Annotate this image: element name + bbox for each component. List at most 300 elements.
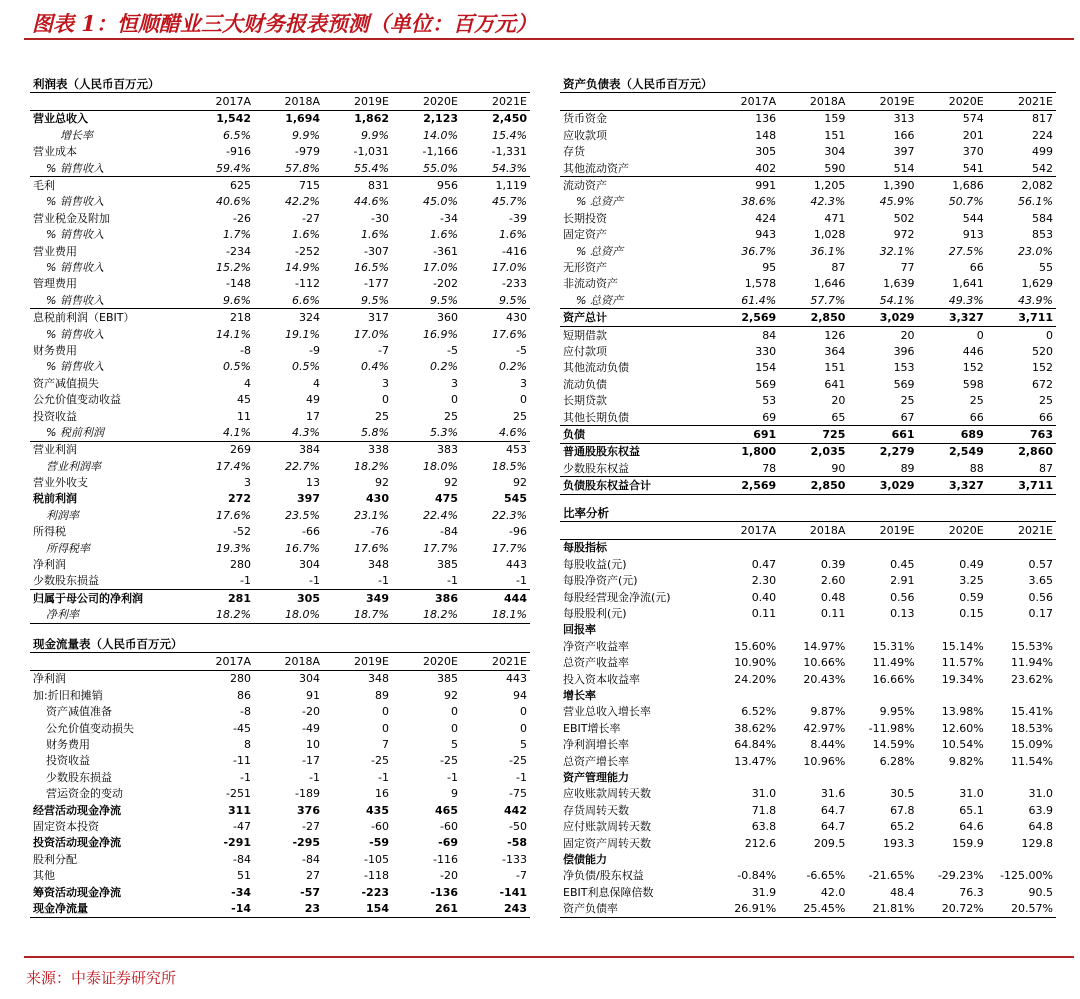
cell-value: 212.6 [744,836,777,850]
row-label: 毛利 [33,179,55,193]
row-label: 管理费用 [33,277,77,291]
cell-value: 3,029 [848,309,917,326]
cell-value: 0 [520,705,527,719]
row-label: % 销售收入 [46,260,104,274]
row-label: 总资产增长率 [563,754,629,768]
cell-value: 397 [297,492,320,506]
cell-value: -47 [233,819,251,833]
cell-value: -52 [233,525,251,539]
cell-value: 86 [237,688,251,702]
cell-value: 1,641 [952,277,984,291]
row-label: 少数股东损益 [30,573,185,590]
cell-value: 817 [1032,112,1053,126]
cell-value: 1,205 [813,179,846,193]
cell-value: 0.49 [959,557,984,571]
cell-value: 16 [375,787,389,801]
cell-value: 544 [962,211,984,225]
cell-value: 10 [306,738,320,752]
cell-value: 31.6 [820,787,846,801]
row-label: 资产总计 [560,309,710,326]
cell-value: 385 [437,558,458,572]
cell-value: 17.0% [354,327,389,341]
cell-value: -1 [447,770,458,784]
row-label: 每股净资产(元) [563,574,638,588]
cell-value: 465 [435,803,458,817]
row-label: 营业外收支 [33,476,88,490]
table-row [560,343,1056,359]
cell-value: 159.9 [952,836,984,850]
table-row [560,671,1056,687]
row-label: % 总资产 [560,292,710,309]
table-row [560,655,1056,671]
cell-value: 20.72% [918,900,987,917]
cell-value: -252 [295,244,320,258]
table-row [560,573,1056,589]
cell-value: -75 [509,787,527,801]
cell-value: 9.5% [323,292,392,309]
cell-value: 1,800 [741,445,777,459]
table-row [560,622,1056,638]
cell-value: 2,279 [879,445,915,459]
row-label: 营业利润 [33,443,77,457]
cell-value: -416 [502,244,527,258]
cell-value: 66 [969,260,984,274]
row-label: 资产减值准备 [46,705,112,719]
row-label: 无形资产 [563,260,607,274]
cell-value: 224 [1032,128,1053,142]
cell-value: 3.65 [1028,574,1053,588]
year-header: 2019E [323,93,392,110]
row-label: 所得税率 [46,541,90,555]
cell-value: 272 [228,492,251,506]
cell-value: 9.6% [185,292,254,309]
cell-value: 45.0% [423,195,458,209]
cell-value: 50.7% [948,195,984,209]
cell-value: 0 [1046,328,1053,342]
cell-value: 991 [755,179,777,193]
cell-value: 1,390 [883,179,915,193]
table-row [30,243,530,259]
table-row [560,900,1056,917]
cell-value: 435 [366,803,389,817]
row-label: 其他流动负债 [563,361,629,375]
header-blank [30,653,185,670]
table-title: 比率分析 [560,505,1056,522]
cell-value: -1 [378,770,389,784]
cell-value: -27 [302,211,320,225]
table-row [560,360,1056,376]
cell-value [779,851,848,867]
cell-value: 15.2% [216,260,251,274]
cell-value: 23.62% [1011,672,1053,686]
cell-value: 330 [755,344,777,358]
cell-value: 972 [893,228,915,242]
cell-value: 7 [382,738,389,752]
cell-value: 65 [779,409,848,426]
cell-value: 25 [375,409,389,423]
cell-value: 349 [366,591,389,605]
cell-value: -11.98% [868,721,915,735]
cell-value: -49 [302,721,320,735]
table-row [30,227,530,243]
cell-value: 16.7% [285,541,320,555]
row-label: 资产减值损失 [33,376,99,390]
table-row [30,259,530,275]
cell-value [987,622,1056,638]
cell-value: 66 [987,409,1056,426]
cell-value: 280 [230,672,251,686]
cell-value: -69 [438,836,458,850]
cell-value [710,851,779,867]
table-row [560,720,1056,736]
row-label: 普通股股东权益 [563,445,640,459]
cell-value: 64.6 [959,820,984,834]
row-label: 投资收益 [33,409,77,423]
cell-value: 27 [306,869,320,883]
row-label: 增长率 [563,688,596,702]
year-header: 2020E [918,522,987,539]
cell-value: -1 [392,573,461,590]
table-title: 利润表（人民币百万元） [30,76,530,93]
cell-value: 92 [513,476,527,490]
cell-value: 16.66% [872,672,915,686]
table-row [560,210,1056,226]
cell-value: 25 [900,394,915,408]
cell-value: 16.5% [354,260,389,274]
cell-value: 8 [244,738,251,752]
row-label: 应收账款周转天数 [563,787,651,801]
cell-value: 23 [254,900,323,917]
cell-value: 20 [831,394,846,408]
cell-value: 18.2% [185,607,254,624]
table-row [560,460,1056,477]
table-row [30,375,530,391]
table-row [30,474,530,490]
row-label: 流动负债 [563,377,607,391]
cell-value: 10.66% [803,656,846,670]
cell-value: -1 [309,770,320,784]
cell-value: 831 [368,179,389,193]
cell-value: 45.9% [879,195,915,209]
cell-value: 11.94% [1011,656,1053,670]
cell-value: 13.47% [734,754,777,768]
row-label: 固定资产周转天数 [563,836,651,850]
cell-value: 9.5% [392,292,461,309]
year-header: 2020E [392,93,461,110]
year-header: 2018A [779,522,848,539]
table-row [560,769,1056,785]
table-row [30,391,530,407]
cell-value: -1,331 [491,145,527,159]
cell-value: 305 [755,145,777,159]
year-header: 2017A [185,93,254,110]
year-header: 2020E [392,653,461,670]
cell-value: -125.00% [1000,869,1053,883]
cell-value: 443 [506,558,527,572]
cell-value: 625 [230,179,251,193]
table-row [560,392,1056,408]
cell-value: 23.0% [1018,244,1053,258]
table-row [560,426,1056,443]
cell-value: 30.5 [890,787,915,801]
source-note: 来源：中泰证券研究所 [26,969,177,987]
row-label: 利润率 [46,508,79,522]
table-row [560,309,1056,326]
row-label: 应付款项 [563,344,607,358]
cell-value: 25 [1039,394,1053,408]
cell-value: 64.84% [734,738,777,752]
cell-value: -14 [185,900,254,917]
row-label: 负债股东权益合计 [560,477,710,494]
row-label: 净利率 [30,607,185,624]
table-row [30,556,530,572]
cell-value: 31.0 [1028,787,1053,801]
cell-value: -133 [502,852,527,866]
table-row [30,127,530,143]
cell-value: 16.9% [423,327,458,341]
cell-value: 95 [762,260,777,274]
cell-value: 13 [306,476,320,490]
cell-value: -96 [509,525,527,539]
cell-value: 0.47 [751,557,777,571]
cell-value: -50 [509,819,527,833]
cell-value: 18.0% [423,459,458,473]
cell-value: 18.5% [492,459,527,473]
table-title: 资产负债表（人民币百万元） [560,76,1056,93]
cell-value: 57.7% [779,292,848,309]
year-header: 2021E [987,522,1056,539]
cell-value [779,769,848,785]
cell-value: 92 [375,476,389,490]
cell-value: 17.6% [354,541,389,555]
cell-value: -0.84% [737,869,777,883]
cell-value: 3,327 [918,477,987,494]
cell-value: 36.1% [810,244,846,258]
row-label: % 销售收入 [46,327,104,341]
cell-value: 55.0% [392,160,461,177]
cell-value: 43.9% [987,292,1056,309]
cell-value: 20.43% [803,672,846,686]
cell-value: 151 [824,361,846,375]
table-row [560,259,1056,275]
cell-value: 370 [962,145,984,159]
cell-value: 15.41% [1011,705,1053,719]
cell-value: 0.59 [959,590,984,604]
balance-sheet-table [560,76,1056,495]
cell-value: 3.25 [959,574,984,588]
cell-value: 19.34% [941,672,984,686]
cell-value [779,687,848,703]
row-label: 税前利润 [33,492,77,506]
cell-value [918,851,987,867]
cell-value: 304 [299,672,320,686]
cell-value: 18.2% [354,459,389,473]
table-row [30,720,530,736]
cell-value: 569 [755,377,777,391]
cell-value: 54.1% [848,292,917,309]
header-blank [560,93,710,110]
year-header: 2018A [254,93,323,110]
cell-value: 598 [962,377,984,391]
cell-value: 11.54% [1011,754,1053,768]
table-row [30,736,530,752]
table-row [560,276,1056,292]
cell-value [987,539,1056,556]
row-label: 少数股东损益 [46,770,112,784]
cell-value: -11 [233,754,251,768]
cell-value: 10.54% [941,738,984,752]
cell-value: -234 [226,244,251,258]
cell-value: 853 [1032,228,1053,242]
cell-value: -26 [233,211,251,225]
cell-value: 305 [297,591,320,605]
table-row [560,818,1056,834]
cell-value: -1 [461,573,530,590]
cell-value: 385 [437,672,458,686]
table-row [30,458,530,474]
cell-value: 18.53% [1011,721,1053,735]
row-label: 经营活动现金净流 [33,803,121,817]
cell-value: -59 [369,836,389,850]
cell-value: 364 [824,344,846,358]
cell-value: 14.59% [872,738,915,752]
cell-value: 152 [1032,361,1053,375]
table-row [560,753,1056,769]
cell-value: 475 [435,492,458,506]
cell-value: 64.7 [820,803,846,817]
table-row [30,160,530,177]
cell-value: -76 [371,525,389,539]
cell-value: 1.6% [361,228,389,242]
header-blank [30,93,185,110]
income-statement-table [30,76,530,624]
row-label: 筹资活动现金净流 [33,885,121,899]
year-header: 2019E [848,522,917,539]
cell-value: -39 [509,211,527,225]
cell-value: 19.3% [216,541,251,555]
cell-value: 18.7% [323,607,392,624]
row-label: 营业成本 [33,145,77,159]
table-row [30,786,530,802]
cell-value: 913 [962,228,984,242]
row-label: 息税前利润（EBIT） [33,311,135,325]
cell-value: 541 [918,160,987,177]
footer-divider [24,956,1074,958]
cell-value: 90.5 [1028,885,1053,899]
row-label: 营运资金的变动 [46,787,123,801]
cell-value: -6.65% [806,869,846,883]
cell-value: 3,711 [987,477,1056,494]
cell-value: 2,850 [779,477,848,494]
table-row [560,443,1056,460]
cell-value: -916 [226,145,251,159]
row-label: 存货 [563,145,585,159]
cell-value [987,851,1056,867]
cell-value: 64.8 [1028,820,1053,834]
cell-value: 0.39 [820,557,846,571]
cell-value: 38.6% [741,195,777,209]
table-row [30,177,530,194]
cell-value: -1,166 [422,145,458,159]
year-header-row [30,653,530,670]
cell-value: 92 [444,476,458,490]
cell-value: 689 [918,426,987,443]
cell-value: 386 [435,591,458,605]
cell-value: 45.7% [492,195,527,209]
cell-value: 261 [392,900,461,917]
cell-value: 67 [848,409,917,426]
cell-value: 14.0% [423,128,458,142]
cell-value: 56.1% [1018,195,1053,209]
cell-value: 42.0 [820,885,846,899]
row-label: % 销售收入 [30,160,185,177]
cell-value: 91 [306,688,320,702]
cell-value: -223 [361,885,389,899]
cell-value: 1.6% [430,228,458,242]
cell-value [848,622,917,638]
cell-value: 3 [451,376,458,390]
cell-value: -9 [309,343,320,357]
cell-value: 396 [893,344,915,358]
cell-value: -141 [499,885,527,899]
cell-value: -66 [302,525,320,539]
cell-value: 1,578 [744,277,777,291]
cell-value: 2.60 [820,574,846,588]
cell-value: 193.3 [883,836,915,850]
year-header-row [560,522,1056,539]
row-label: 偿债能力 [563,852,607,866]
table-row [30,441,530,458]
cell-value: 348 [368,558,389,572]
cell-value: 313 [893,112,915,126]
cell-value: -361 [433,244,458,258]
row-label: EBIT利息保障倍数 [563,885,654,899]
cell-value: 65.1 [959,803,984,817]
cell-value: 6.28% [879,754,915,768]
row-label: 现金净流量 [30,900,185,917]
cell-value: 40.6% [216,195,251,209]
year-header: 2017A [185,653,254,670]
cell-value: 9.9% [361,128,389,142]
cell-value: 57.8% [254,160,323,177]
cell-value: 4 [313,376,320,390]
row-label: 存货周转天数 [563,803,629,817]
cell-value: 2.30 [751,574,777,588]
cell-value: -148 [226,277,251,291]
cell-value: 725 [779,426,848,443]
cell-value [710,687,779,703]
row-label: % 总资产 [576,244,623,258]
cell-value: 51 [237,869,251,883]
cell-value: 2,569 [710,477,779,494]
cell-value: -29.23% [937,869,984,883]
title-bar [24,6,1074,40]
cell-value: 0.5% [223,360,251,374]
year-header: 2017A [710,522,779,539]
cell-value: -295 [292,836,320,850]
row-label: 每股收益(元) [563,557,627,571]
cell-value: 397 [893,145,915,159]
cell-value: 13.98% [941,705,984,719]
cell-value: 514 [848,160,917,177]
cell-value: 22.3% [492,508,527,522]
table-row [560,736,1056,752]
cell-value: 376 [297,803,320,817]
row-label: 净负债/股东权益 [563,869,644,883]
table-row [560,851,1056,867]
row-label: % 销售收入 [46,228,104,242]
cell-value: 25 [969,394,984,408]
